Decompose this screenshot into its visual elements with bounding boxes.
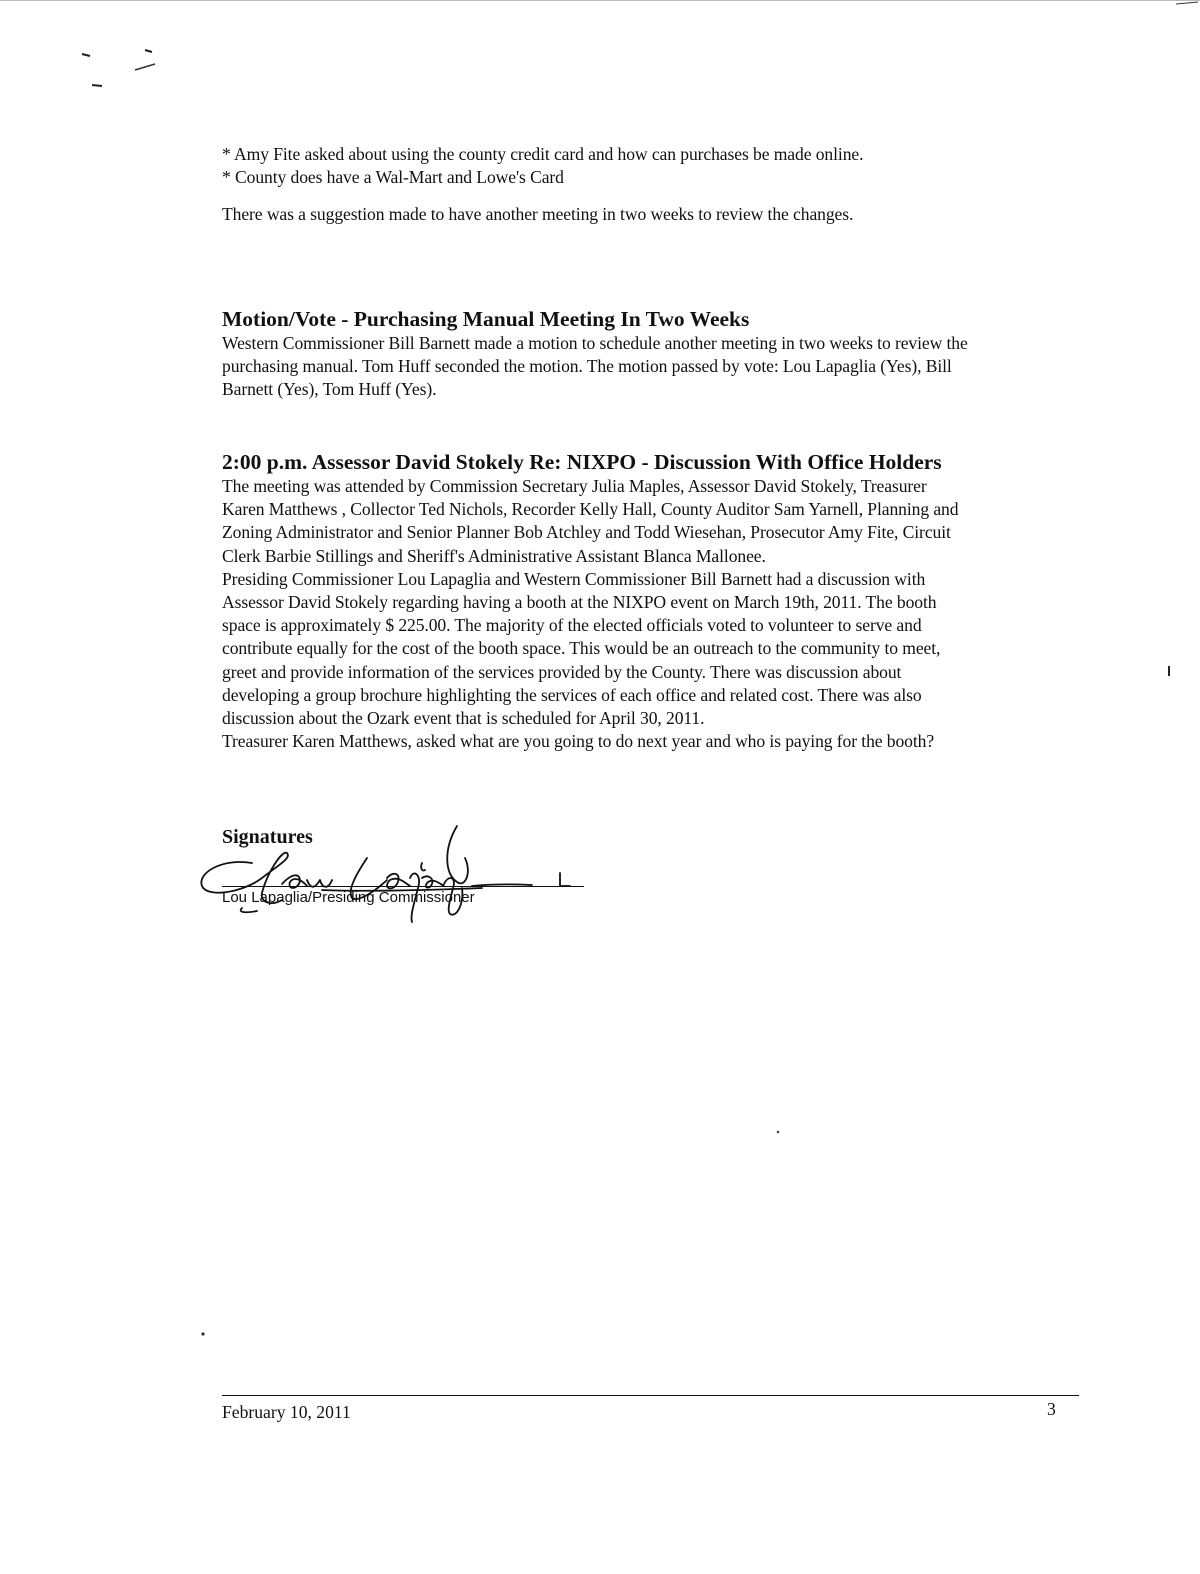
motion-text-line: Western Commissioner Bill Barnett made a motion to schedule another meeting in two weeks to review the	[222, 333, 968, 353]
nixpo-text-line: The meeting was attended by Commission Secretary Julia Maples, Assessor David Stokely, Treasurer	[222, 476, 927, 496]
nixpo-text-line: Presiding Commissioner Lou Lapaglia and Western Commissioner Bill Barnett had a discussion with	[222, 568, 926, 589]
nixpo-text-line: Zoning Administrator and Senior Planner Bob Atchley and Todd Wiesehan, Prosecutor Amy Fite, Circuit	[222, 522, 951, 543]
footer-date: February 10, 2011	[222, 1402, 351, 1422]
scan-dot-icon	[774, 1128, 782, 1136]
nixpo-text-line: greet and provide information of the services provided by the County. There was discussion about	[222, 661, 902, 682]
intro-note: There was a suggestion made to have another meeting in two weeks to review the changes.	[222, 204, 854, 225]
signature-block	[222, 826, 592, 936]
page-number: 3	[1047, 1399, 1056, 1419]
scan-tick-icon	[1166, 664, 1172, 678]
nixpo-text-line: developing a group brochure highlighting the services of each office and related cost. There was also	[222, 684, 922, 705]
scan-speckle-icon	[60, 40, 180, 100]
nixpo-text-line: Clerk Barbie Stillings and Sheriff's Administrative Assistant Blanca Mallonee.	[222, 545, 766, 566]
scan-edge-line	[0, 0, 1200, 1]
nixpo-section	[222, 449, 1092, 753]
bullet-item: * Amy Fite asked about using the county credit card and how can purchases be made online.	[222, 144, 864, 164]
nixpo-text-line: contribute equally for the cost of the booth space. This would be an outreach to the community to meet,	[222, 638, 941, 659]
nixpo-text-line: Treasurer Karen Matthews, asked what are you going to do next year and who is paying for the booth?	[222, 731, 935, 752]
motion-text-line: purchasing manual. Tom Huff seconded the motion. The motion passed by vote: Lou Lapaglia (Yes), Bill	[222, 356, 952, 377]
handwritten-signature-icon	[182, 818, 602, 933]
motion-text-line: Barnett (Yes), Tom Huff (Yes).	[222, 379, 437, 400]
motion-section	[222, 306, 1092, 402]
signatory-name: Lou Lapaglia/Presiding Commissioner	[222, 889, 475, 906]
scan-corner-icon	[1176, 0, 1200, 12]
bullet-list	[222, 143, 1092, 189]
nixpo-text-line: space is approximately $ 225.00. The majority of the elected officials voted to volunteer to serve and	[222, 615, 922, 636]
scan-dot-icon	[198, 1328, 208, 1340]
signatures-label: Signatures	[222, 826, 313, 848]
nixpo-text-line: discussion about the Ozark event that is scheduled for April 30, 2011.	[222, 708, 705, 729]
nixpo-heading: 2:00 p.m. Assessor David Stokely Re: NIXPO - Discussion With Office Holders	[222, 450, 942, 474]
nixpo-text-line: Karen Matthews , Collector Ted Nichols, Recorder Kelly Hall, County Auditor Sam Yarnell, Planning and	[222, 499, 959, 520]
motion-heading: Motion/Vote - Purchasing Manual Meeting In Two Weeks	[222, 307, 750, 331]
intro-section	[222, 143, 1092, 227]
footer-rule	[222, 1395, 1079, 1396]
nixpo-text-line: Assessor David Stokely regarding having a booth at the NIXPO event on March 19th, 2011. The booth	[222, 592, 937, 613]
bullet-item: * County does have a Wal-Mart and Lowe's Card	[222, 167, 564, 188]
